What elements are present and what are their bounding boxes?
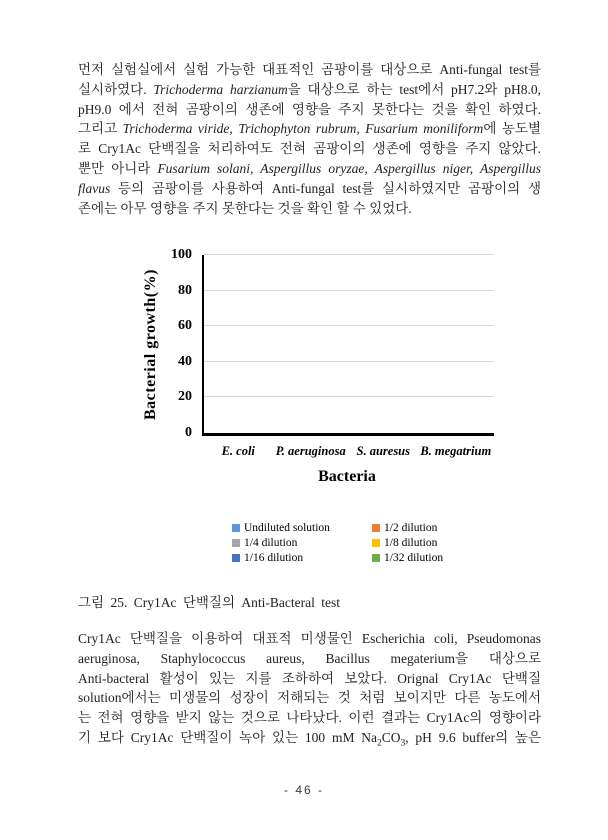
- legend-swatch-icon: [232, 539, 240, 547]
- category-label: P. aeruginosa: [275, 444, 346, 458]
- figure-caption: 그림 25. Cry1Ac 단백질의 Anti-Bacteral test: [78, 595, 340, 610]
- legend-item: [232, 536, 372, 550]
- y-tick-label: 60: [178, 318, 192, 334]
- text-line: 는 전혀 영향을 받지 않는 것으로 나타났다. 이런 결과는 Cry1Ac의 영향이라: [78, 710, 541, 726]
- text-line: Anti-bacteral 활성이 있는 지를 조하하여 보았다. Orignal Cry1Ac 단백질: [78, 670, 541, 686]
- text-line: pH9.0 에서 전혀 곰팡이의 생존에 영향을 주지 못한다는 것을 확인 하였다.: [78, 101, 541, 117]
- text-line: aeruginosa, Staphylococcus aureus, Bacillus megaterium을 대상으로: [78, 650, 541, 666]
- legend-item: [232, 551, 372, 565]
- y-axis-title: Bacterial growth(%): [142, 269, 159, 421]
- y-tick-label: 100: [171, 247, 192, 262]
- text-line: 로 Cry1Ac 단백질을 처리하여도 전혀 곰팡이의 생존에 영향을 주지 않았다.: [78, 141, 541, 157]
- text-line: Cry1Ac 단백질을 이용하여 대표적 미생물인 Escherichia coli, Pseudomonas: [78, 631, 541, 646]
- y-tick-label: 40: [178, 353, 192, 369]
- text-line: 그리고 Trichoderma viride, Trichophyton rubrum, Fusarium moniliform에 농도별: [78, 121, 542, 137]
- category-label: E. coli: [221, 444, 255, 458]
- x-axis-title: Bacteria: [318, 468, 376, 485]
- text-line: solution에서는 미생물의 성장이 저해되는 것 처럼 보이지만 다른 농도에서: [78, 690, 541, 706]
- text-line: 존에는 아무 영향을 주지 못한다는 것을 확인 할 수 있었다.: [78, 200, 412, 216]
- category-label: S. auresus: [356, 444, 410, 458]
- y-tick-label: 20: [178, 389, 192, 405]
- category-label: B. megatrium: [420, 444, 492, 458]
- paragraph-anti-bacterial: [78, 629, 541, 748]
- legend-item: [232, 521, 372, 535]
- chart-plot: [202, 255, 494, 436]
- text-line: 뿐만 아니라 Fusarium solani, Aspergillus oryzae, Aspergillus niger, Aspergillus: [78, 160, 541, 176]
- category-labels: [202, 444, 492, 459]
- legend-label: 1/8 dilution: [384, 537, 438, 549]
- legend-label: 1/2 dilution: [384, 522, 438, 534]
- legend-label: 1/16 dilution: [244, 552, 304, 564]
- text-line: 먼저 실험실에서 실험 가능한 대표적인 곰팡이를 대상으로 Anti-fungal test를: [78, 62, 541, 77]
- legend-item: [372, 536, 443, 550]
- page-number: - 46 -: [283, 783, 324, 797]
- legend-swatch-icon: [232, 524, 240, 532]
- legend-label: 1/4 dilution: [244, 537, 298, 549]
- paragraph-anti-fungal: [78, 60, 541, 218]
- legend-swatch-icon: [372, 539, 380, 547]
- y-tick-label: 0: [185, 425, 192, 440]
- legend-label: Undiluted solution: [244, 522, 330, 534]
- legend-item: [372, 521, 443, 535]
- text-line: 실시하였다. Trichoderma harzianum을 대상으로 하는 test에서 pH7.2와 pH8.0,: [78, 81, 542, 97]
- legend-swatch-icon: [372, 554, 380, 562]
- text-line: 기 보다 Cry1Ac 단백질이 녹아 있는 100 mM $Na_2CO_3$, pH 9.6 buffer의 높은: [78, 729, 542, 749]
- text-line: flavus 등의 곰팡이를 사용하여 Anti-fungal test를 실시하였지만 곰팡이의 생: [78, 180, 541, 196]
- y-axis-ticks: [140, 247, 196, 440]
- bar-chart-figure: [140, 247, 530, 580]
- legend-swatch-icon: [232, 554, 240, 562]
- y-tick-label: 80: [178, 282, 192, 298]
- bars-row: [204, 255, 494, 433]
- legend-swatch-icon: [372, 524, 380, 532]
- chart-legend: [232, 521, 443, 565]
- legend-item: [372, 551, 443, 565]
- legend-label: 1/32 dilution: [384, 552, 444, 564]
